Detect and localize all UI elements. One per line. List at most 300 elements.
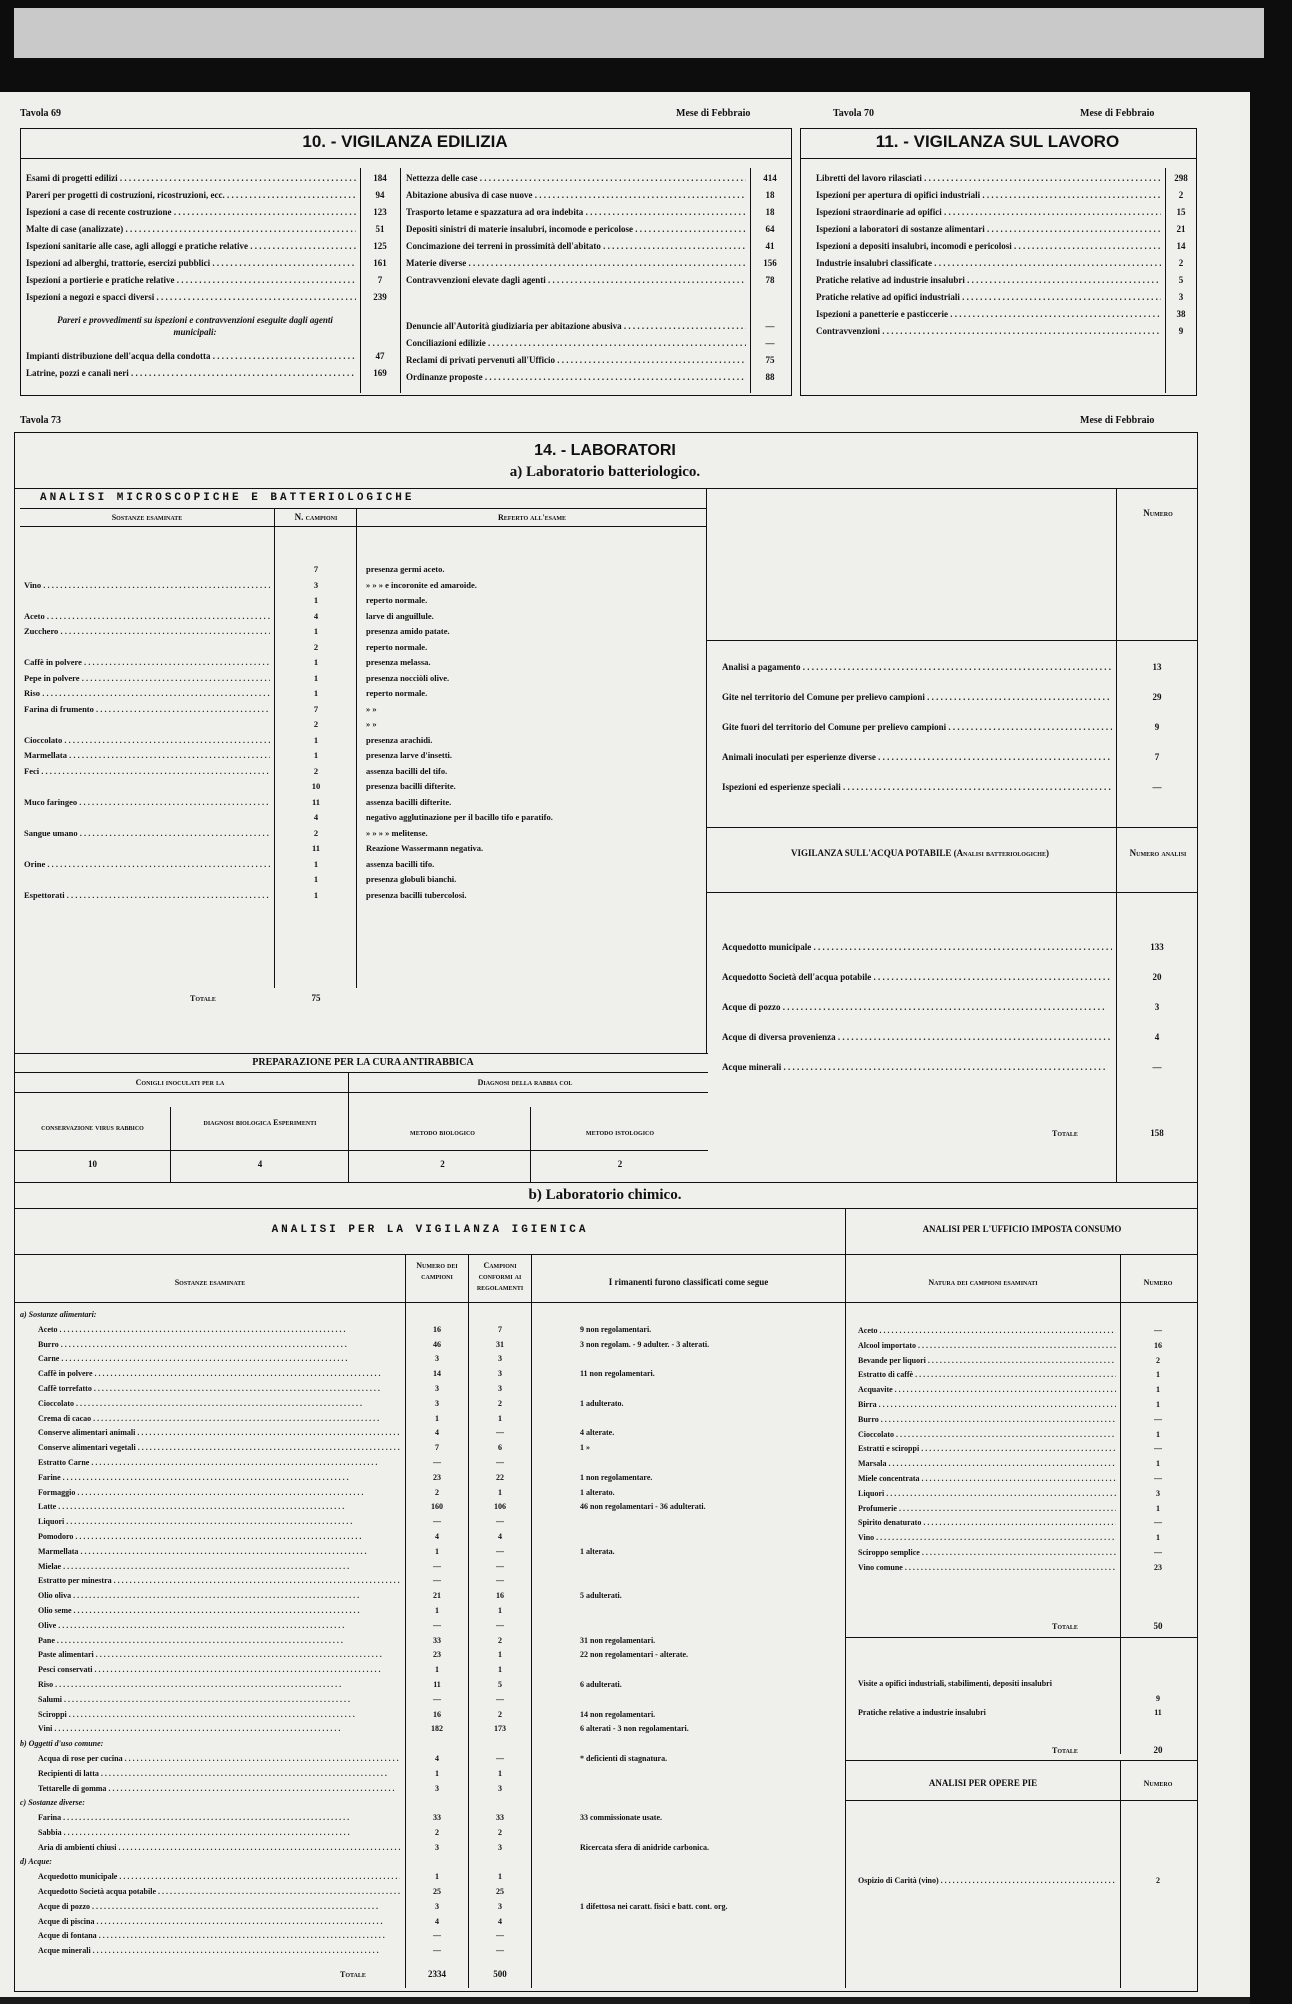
chem-s-4: Caffè in polvere . . . — [20, 1367, 400, 1382]
consumo-value-11: 3 — [1156, 1488, 1160, 1498]
acqua-total: 158 — [1150, 1128, 1164, 1138]
chem-s-19: Olio oliva . . . — [20, 1589, 400, 1604]
s11-label-8: Ispezioni a panetterie e pasticcerie . . . — [816, 306, 1161, 323]
micro-s-5 — [24, 640, 270, 656]
chem-s-9: Conserve alimentari vegetali . . . — [20, 1441, 400, 1456]
chem-c-9: 6 — [498, 1443, 502, 1453]
opifici-label-0: Visite a opifici industriali, stabilimenti, depositi insalubri — [858, 1679, 1052, 1688]
chem-c-41: 4 — [498, 1916, 502, 1926]
acqua-numero-header: Numero analisi — [1129, 848, 1187, 858]
chem-n-4: 14 — [433, 1369, 441, 1379]
acqua-label-2: Acque di pozzo . . . — [722, 992, 1112, 1022]
header-right-month: Mese di Febbraio — [1080, 108, 1155, 119]
chem-n-39: 25 — [433, 1887, 441, 1897]
prep-c1: conservazione virus rabbico — [41, 1123, 144, 1132]
micro-s-9: Farina di frumento . . . — [24, 702, 270, 718]
chem-c-12: 1 — [498, 1487, 502, 1497]
chem-r-24 — [580, 1663, 842, 1678]
document-page — [0, 92, 1250, 1997]
chem-s-26: Salumi . . . — [20, 1693, 400, 1708]
chem-c-37 — [470, 1855, 530, 1870]
chem-n-11: 23 — [433, 1472, 441, 1482]
consumo-label-12: Profumerie . . . — [858, 1502, 1116, 1517]
consumo-label-10: Miele concentrata . . . — [858, 1472, 1116, 1487]
micro-r-5: reperto normale. — [366, 641, 428, 652]
micro-s-13: Feci . . . — [24, 764, 270, 780]
s10-c1-label-2: Ispezioni a case di recente costruzione . . . — [26, 204, 356, 221]
chem-c-42: — — [496, 1931, 504, 1941]
chem-r-11: 1 non regolamentare. — [580, 1472, 653, 1482]
s11-value-9: 9 — [1178, 326, 1184, 336]
s10-c2-value-2: 18 — [765, 207, 775, 217]
s10-c2b-label-3: Ordinanze proposte . . . — [406, 369, 746, 386]
consumo-label-11: Liquori . . . — [858, 1487, 1116, 1502]
right-label-2: Gite fuori del territorio del Comune per prelievo campioni . . . — [722, 712, 1112, 742]
chem-s-8: Conserve alimentari animali . . . — [20, 1426, 400, 1441]
prep-c2: diagnosi biologica Esperimenti — [203, 1118, 317, 1127]
s10-c2-label-0: Nettezza delle case . . . — [406, 170, 746, 187]
s10-c1-value-2: 123 — [373, 207, 387, 217]
consumo-value-2: 2 — [1156, 1355, 1160, 1365]
right-label-3: Animali inoculati per esperienze diverse . . . — [722, 742, 1112, 772]
chem-r-38 — [580, 1870, 842, 1885]
chem-r-5 — [580, 1382, 842, 1397]
acqua-title: VIGILANZA SULL'ACQUA POTABILE (Analisi batteriologiche) — [791, 848, 1049, 858]
chem-c-33 — [470, 1796, 530, 1811]
chem-r-12: 1 alterato. — [580, 1487, 615, 1497]
acqua-label-4: Acque minerali . . . — [722, 1052, 1112, 1082]
s11-label-4: Ispezioni a depositi insalubri, incomodi e pericolosi . . . — [816, 238, 1161, 255]
s10-c1-value-1: 94 — [375, 190, 385, 200]
s10-c1-label-7: Ispezioni a negozi e spacci diversi . . . — [26, 289, 356, 306]
chem-c-43: — — [496, 1946, 504, 1956]
chem-n-2: 46 — [433, 1339, 441, 1349]
consumo-label-16: Vino comune . . . — [858, 1561, 1116, 1576]
chem-c-11: 22 — [496, 1472, 504, 1482]
chem-n-5: 3 — [435, 1383, 439, 1393]
chem-n-25: 11 — [433, 1679, 441, 1689]
right-label-4: Ispezioni ed esperienze speciali . . . — [722, 772, 1112, 802]
chem-n-13: 160 — [431, 1502, 443, 1512]
chem-r-21 — [580, 1619, 842, 1634]
s11-value-6: 5 — [1178, 275, 1184, 285]
chem-n-19: 21 — [433, 1591, 441, 1601]
acqua-value-1: 20 — [1152, 972, 1162, 982]
s11-value-8: 38 — [1176, 309, 1186, 319]
consumo-value-10: — — [1154, 1473, 1162, 1483]
chem-total-c: 500 — [493, 1969, 507, 1979]
consumo-value-1: 16 — [1154, 1340, 1162, 1350]
chem-r-39 — [580, 1885, 842, 1900]
s10-c2b-label-2: Reclami di privati pervenuti all'Ufficio . . . — [406, 352, 746, 369]
chem-c-16: — — [496, 1546, 504, 1556]
s11-label-9: Contravvenzioni . . . — [816, 323, 1161, 340]
micro-n-12: 1 — [313, 750, 319, 760]
s10-c2b-value-3: 88 — [765, 372, 775, 382]
chem-s-11: Farine . . . — [20, 1471, 400, 1486]
chem-s-7: Crema di cacao . . . — [20, 1412, 400, 1427]
chem-s-13: Latte . . . — [20, 1500, 400, 1515]
consumo-total: 50 — [1153, 1621, 1163, 1631]
chem-s-36: Aria di ambienti chiusi . . . — [20, 1841, 400, 1856]
chem-s-40: Acque di pozzo . . . — [20, 1900, 400, 1915]
s11-label-7: Pratiche relative ad opifici industriali . . . — [816, 289, 1161, 306]
micro-s-8: Riso . . . — [24, 686, 270, 702]
micro-r-19: assenza bacilli tifo. — [366, 858, 435, 869]
micro-n-16: 4 — [313, 812, 319, 822]
micro-n-13: 2 — [313, 765, 319, 776]
chem-title: ANALISI PER LA VIGILANZA IGIENICA — [271, 1224, 589, 1236]
chem-n-36: 3 — [435, 1842, 439, 1852]
micro-s-16 — [24, 810, 270, 826]
consumo-label-8: Estratti e sciroppi . . . — [858, 1442, 1116, 1457]
chem-n-9: 7 — [435, 1443, 439, 1453]
opifici-total-label: Totale — [1052, 1746, 1078, 1755]
micro-s-0 — [24, 562, 270, 578]
micro-s-12: Marmellata . . . — [24, 748, 270, 764]
chem-n-23: 23 — [433, 1650, 441, 1660]
chem-s-22: Pane . . . — [20, 1634, 400, 1649]
right-label-0: Analisi a pagamento . . . — [722, 652, 1112, 682]
micro-title: ANALISI MICROSCOPICHE E BATTERIOLOGICHE — [40, 492, 415, 504]
chem-n-26: — — [433, 1694, 441, 1704]
consumo-label-7: Cioccolato . . . — [858, 1428, 1116, 1443]
s10-c1-label-3: Malte di case (analizzate) . . . — [26, 221, 356, 238]
chem-n-30: 4 — [435, 1753, 439, 1763]
chem-r-8: 4 alterate. — [580, 1428, 615, 1438]
micro-n-15: 11 — [311, 796, 321, 807]
s10-c1-label-5: Ispezioni ad alberghi, trattorie, esercizi pubblici . . . — [26, 255, 356, 272]
micro-r-17: » » » » melitense. — [366, 827, 428, 838]
micro-n-5: 2 — [313, 641, 319, 652]
chem-c-13: 106 — [494, 1502, 506, 1512]
prep-v1: 4 — [257, 1159, 263, 1169]
prep-v0: 10 — [88, 1159, 97, 1169]
chem-r-16: 1 alterata. — [580, 1546, 615, 1556]
s10-col1-values — [362, 170, 398, 306]
chem-s-24: Pesci conservati . . . — [20, 1663, 400, 1678]
micro-s-11: Cioccolato . . . — [24, 733, 270, 749]
consumo-label-4: Acquavite . . . — [858, 1383, 1116, 1398]
chem-s-12: Formaggio . . . — [20, 1486, 400, 1501]
s10-c1b-value-1: 169 — [373, 368, 387, 378]
chem-c-4: 3 — [498, 1369, 502, 1379]
s11-value-5: 2 — [1178, 258, 1184, 268]
s10-c1-label-4: Ispezioni sanitarie alle case, agli alloggi e pratiche relative . . . — [26, 238, 356, 255]
consumo-total-label: Totale — [1052, 1622, 1078, 1631]
s11-value-7: 3 — [1178, 292, 1184, 302]
s10-c2b-value-1: — — [765, 338, 775, 348]
s11-value-3: 21 — [1176, 224, 1186, 234]
acqua-total-label: Totale — [1052, 1129, 1078, 1138]
right-value-0: 13 — [1152, 662, 1162, 672]
right-numero-header: Numero — [1143, 508, 1173, 518]
s10-c1b-label-1: Latrine, pozzi e canali neri . . . — [26, 365, 356, 382]
s10-c1-value-5: 161 — [373, 258, 387, 268]
prep-c3: metodo biologico — [410, 1128, 475, 1137]
opifici-value-0: 9 — [1156, 1694, 1160, 1703]
chem-s-32: Tettarelle di gomma . . . — [20, 1782, 400, 1797]
micro-n-1: 3 — [313, 579, 319, 590]
acqua-label-1: Acquedotto Società dell'acqua potabile . . . — [722, 962, 1112, 992]
micro-r-11: presenza arachidi. — [366, 734, 433, 745]
micro-r-20: presenza globuli bianchi. — [366, 874, 457, 884]
chem-n-28: 182 — [431, 1724, 443, 1734]
micro-n-10: 2 — [313, 719, 319, 729]
consumo-label-2: Bevande per liquori . . . — [858, 1354, 1116, 1369]
chem-col4: I rimanenti furono classificati come segue — [608, 1277, 769, 1287]
chem-r-10 — [580, 1456, 842, 1471]
micro-r-2: reperto normale. — [366, 595, 428, 605]
chem-s-42: Acque di fontana . . . — [20, 1929, 400, 1944]
top-film-band — [0, 0, 1292, 100]
chem-c-20: 1 — [498, 1605, 502, 1615]
chem-s-35: Sabbia . . . — [20, 1826, 400, 1841]
s10-c1b-label-0: Impianti distribuzione dell'acqua della condotta . . . — [26, 348, 356, 365]
s10-c1b-value-0: 47 — [375, 351, 385, 361]
chem-n-24: 1 — [435, 1665, 439, 1675]
chem-c-15: 4 — [498, 1531, 502, 1541]
consumo-value-7: 1 — [1156, 1429, 1160, 1439]
consumo-value-4: 1 — [1156, 1385, 1160, 1395]
chem-n-37 — [407, 1855, 467, 1870]
chem-c-35: 2 — [498, 1827, 502, 1837]
micro-r-15: assenza bacilli difterite. — [366, 796, 452, 807]
chem-c-26: — — [496, 1694, 504, 1704]
chem-n-21: — — [433, 1620, 441, 1630]
chem-numero — [407, 1308, 467, 1959]
opere-numero: Numero — [1143, 1779, 1173, 1788]
micro-campioni — [278, 562, 354, 903]
consumo-values — [1122, 1324, 1194, 1576]
s11-label-6: Pratiche relative ad industrie insalubri . . . — [816, 272, 1161, 289]
micro-n-11: 1 — [313, 734, 319, 745]
right-labels — [722, 652, 1112, 802]
micro-referto — [366, 562, 702, 903]
chem-c-21: — — [496, 1620, 504, 1630]
consumo-label-15: Sciroppo semplice . . . — [858, 1546, 1116, 1561]
micro-s-21: Espettorati . . . — [24, 888, 270, 904]
micro-n-8: 1 — [313, 688, 319, 698]
chem-total-label: Totale — [340, 1970, 366, 1979]
s11-value-1: 2 — [1178, 190, 1184, 200]
s10-col2-values — [752, 170, 788, 289]
header-right-table: Tavola 70 — [833, 108, 875, 119]
prep-h2: Diagnosi della rabbia col — [477, 1078, 573, 1087]
chem-r-34: 33 commissionate usate. — [580, 1813, 662, 1823]
chem-s-3: Carne . . . — [20, 1352, 400, 1367]
s11-label-0: Libretti del lavoro rilasciati . . . — [816, 170, 1161, 187]
chem-s-10: Estratto Carne . . . — [20, 1456, 400, 1471]
consumo-value-16: 23 — [1154, 1562, 1162, 1572]
s11-label-2: Ispezioni straordinarie ad opifici . . . — [816, 204, 1161, 221]
chem-r-36: Ricercata sfera di anidride carbonica. — [580, 1842, 709, 1852]
s10-c1-value-7: 239 — [373, 292, 387, 302]
micro-s-17: Sangue umano . . . — [24, 826, 270, 842]
s10-c1-label-0: Esami di progetti edilizi . . . — [26, 170, 356, 187]
micro-s-15: Muco faringeo . . . — [24, 795, 270, 811]
consumo-value-12: 1 — [1156, 1503, 1160, 1513]
consumo-label-5: Birra . . . — [858, 1398, 1116, 1413]
micro-s-1: Vino . . . — [24, 578, 270, 594]
right-value-3: 7 — [1154, 752, 1160, 762]
chem-c-24: 1 — [498, 1665, 502, 1675]
micro-r-9: » » — [366, 703, 377, 714]
s10-c2b-value-2: 75 — [765, 355, 775, 365]
micro-r-12: presenza larve d'insetti. — [366, 750, 453, 760]
chem-r-4: 11 non regolamentari. — [580, 1369, 655, 1379]
chem-s-18: Estratto per minestra . . . — [20, 1574, 400, 1589]
micro-r-21: presenza bacilli tubercolosi. — [366, 889, 467, 900]
chem-s-23: Paste alimentari . . . — [20, 1648, 400, 1663]
micro-s-20 — [24, 872, 270, 888]
chem-n-32: 3 — [435, 1783, 439, 1793]
chem-rimanenti — [580, 1308, 842, 1959]
chem-r-1: 9 non regolamentari. — [580, 1324, 652, 1334]
acqua-values — [1118, 932, 1196, 1082]
chem-c-39: 25 — [496, 1887, 504, 1897]
right-values — [1118, 652, 1196, 802]
chem-c-22: 2 — [498, 1635, 502, 1645]
micro-r-7: presenza nocciòli olive. — [366, 672, 450, 683]
chem-s-43: Acque minerali . . . — [20, 1944, 400, 1959]
micro-n-17: 2 — [313, 827, 319, 838]
chem-r-7 — [580, 1412, 842, 1427]
chem-s-6: Cioccolato . . . — [20, 1397, 400, 1412]
chem-r-42 — [580, 1929, 842, 1944]
opere-label-0: Ospizio di Carità (vino) . . . — [858, 1872, 1116, 1889]
micro-r-13: assenza bacilli del tifo. — [366, 765, 448, 776]
chem-s-37: d) Acque: — [20, 1857, 52, 1867]
micro-s-14 — [24, 779, 270, 795]
micro-r-6: presenza melassa. — [366, 657, 431, 667]
micro-col-referto: Referto all'esame — [497, 513, 567, 522]
s10-c1-label-1: Pareri per progetti di costruzioni, ricostruzioni, ecc. . . . — [26, 187, 356, 204]
micro-total-label: Totale — [190, 994, 216, 1003]
prep-c4: metodo istologico — [585, 1128, 655, 1137]
s10-c2-label-3: Depositi sinistri di materie insalubri, incomode e pericolose . . . — [406, 221, 746, 238]
chem-c-28: 173 — [494, 1724, 506, 1734]
chem-s-25: Riso . . . — [20, 1678, 400, 1693]
chem-r-23: 22 non regolamentari - alterate. — [580, 1650, 689, 1660]
chem-n-27: 16 — [433, 1709, 441, 1719]
chem-s-39: Acquedotto Società acqua potabile . . . — [20, 1885, 400, 1900]
s10-c2-label-2: Trasporto letame e spazzatura ad ora indebita . . . — [406, 204, 746, 221]
chem-n-1: 16 — [433, 1324, 441, 1334]
s11-label-3: Ispezioni a laboratori di sostanze alimentari . . . — [816, 221, 1161, 238]
s11-value-2: 15 — [1176, 207, 1186, 217]
chem-c-19: 16 — [496, 1591, 504, 1601]
chem-s-21: Olive . . . — [20, 1619, 400, 1634]
lab-table: Tavola 73 — [20, 415, 62, 426]
chem-r-37 — [580, 1855, 842, 1870]
chem-n-17: — — [433, 1561, 441, 1571]
prep-title: PREPARAZIONE PER LA CURA ANTIRABBICA — [252, 1057, 474, 1068]
chem-s-31: Recipienti di latta . . . — [20, 1767, 400, 1782]
micro-n-0: 7 — [313, 564, 319, 574]
opifici-value-1: 11 — [1154, 1708, 1162, 1717]
chem-c-23: 1 — [498, 1650, 502, 1660]
consumo-value-5: 1 — [1156, 1399, 1160, 1409]
prep-v3: 2 — [617, 1159, 623, 1169]
s10-c2-value-6: 78 — [765, 275, 775, 285]
micro-r-0: presenza germi aceto. — [366, 564, 445, 574]
chem-sostanze — [20, 1308, 400, 1959]
chem-s-14: Liquori . . . — [20, 1515, 400, 1530]
chem-s-5: Caffè torrefatto . . . — [20, 1382, 400, 1397]
micro-s-19: Orine . . . — [24, 857, 270, 873]
chem-n-33 — [407, 1796, 467, 1811]
chem-c-5: 3 — [498, 1383, 502, 1393]
chem-c-36: 3 — [498, 1842, 502, 1852]
s10-title: 10. - VIGILANZA EDILIZIA — [302, 132, 508, 151]
consumo-value-15: — — [1154, 1547, 1162, 1557]
lab-month: Mese di Febbraio — [1080, 415, 1155, 426]
s10-c1-value-3: 51 — [375, 224, 385, 234]
chem-s-0: a) Sostanze alimentari: — [20, 1310, 97, 1319]
s11-value-4: 14 — [1176, 241, 1186, 251]
chem-n-8: 4 — [435, 1428, 439, 1438]
opere-value-0: 2 — [1156, 1876, 1160, 1885]
chem-r-19: 5 adulterati. — [580, 1591, 622, 1601]
acqua-value-3: 4 — [1154, 1032, 1160, 1042]
s10-c2-value-3: 64 — [765, 224, 775, 234]
consumo-title: ANALISI PER L'UFFICIO IMPOSTA CONSUMO — [922, 1224, 1122, 1234]
s11-value-0: 298 — [1174, 173, 1188, 183]
s11-label-1: Ispezioni per apertura di opifici industriali . . . — [816, 187, 1161, 204]
chem-r-33 — [580, 1796, 842, 1811]
s10-c2-value-0: 414 — [763, 173, 777, 183]
chem-n-41: 4 — [435, 1916, 439, 1926]
micro-s-18 — [24, 841, 270, 857]
chem-n-14: — — [433, 1517, 441, 1527]
chem-s-2: Burro . . . — [20, 1338, 400, 1353]
chem-n-34: 33 — [433, 1813, 441, 1823]
s10-c2-label-1: Abitazione abusiva di case nuove . . . — [406, 187, 746, 204]
chem-r-25: 6 adulterati. — [580, 1679, 622, 1689]
micro-s-2 — [24, 593, 270, 609]
chem-c-18: — — [496, 1576, 504, 1586]
micro-s-6: Caffè in polvere . . . — [24, 655, 270, 671]
chem-r-28: 6 alterati - 3 non regolamentari. — [580, 1724, 689, 1734]
prep-h1: Conigli inoculati per la — [135, 1078, 225, 1087]
chem-r-30: * deficienti di stagnatura. — [580, 1753, 668, 1763]
consumo-labels — [858, 1324, 1116, 1576]
s11-title: 11. - VIGILANZA SUL LAVORO — [875, 132, 1120, 151]
chem-n-7: 1 — [435, 1413, 439, 1423]
chem-s-1: Aceto . . . — [20, 1323, 400, 1338]
micro-n-18: 11 — [311, 843, 321, 853]
chem-r-20 — [580, 1604, 842, 1619]
right-label-1: Gite nel territorio del Comune per prelievo campioni . . . — [722, 682, 1112, 712]
right-film-edge — [1250, 92, 1292, 2004]
micro-n-9: 7 — [313, 703, 319, 714]
consumo-col2: Numero — [1143, 1278, 1173, 1287]
acqua-labels — [722, 932, 1112, 1082]
prep-v2: 2 — [440, 1159, 445, 1169]
chem-r-15 — [580, 1530, 842, 1545]
chem-s-27: Sciroppi . . . — [20, 1708, 400, 1723]
micro-n-7: 1 — [313, 672, 319, 683]
chem-r-14 — [580, 1515, 842, 1530]
chem-c-10: — — [496, 1457, 504, 1467]
chem-r-41 — [580, 1915, 842, 1930]
chem-r-2: 3 non regolam. - 9 adulter. - 3 alterati. — [580, 1339, 710, 1349]
chem-r-35 — [580, 1826, 842, 1841]
s11-label-5: Industrie insalubri classificate . . . — [816, 255, 1161, 272]
chem-c-1: 7 — [498, 1324, 502, 1334]
chem-c-32: 3 — [498, 1783, 502, 1793]
